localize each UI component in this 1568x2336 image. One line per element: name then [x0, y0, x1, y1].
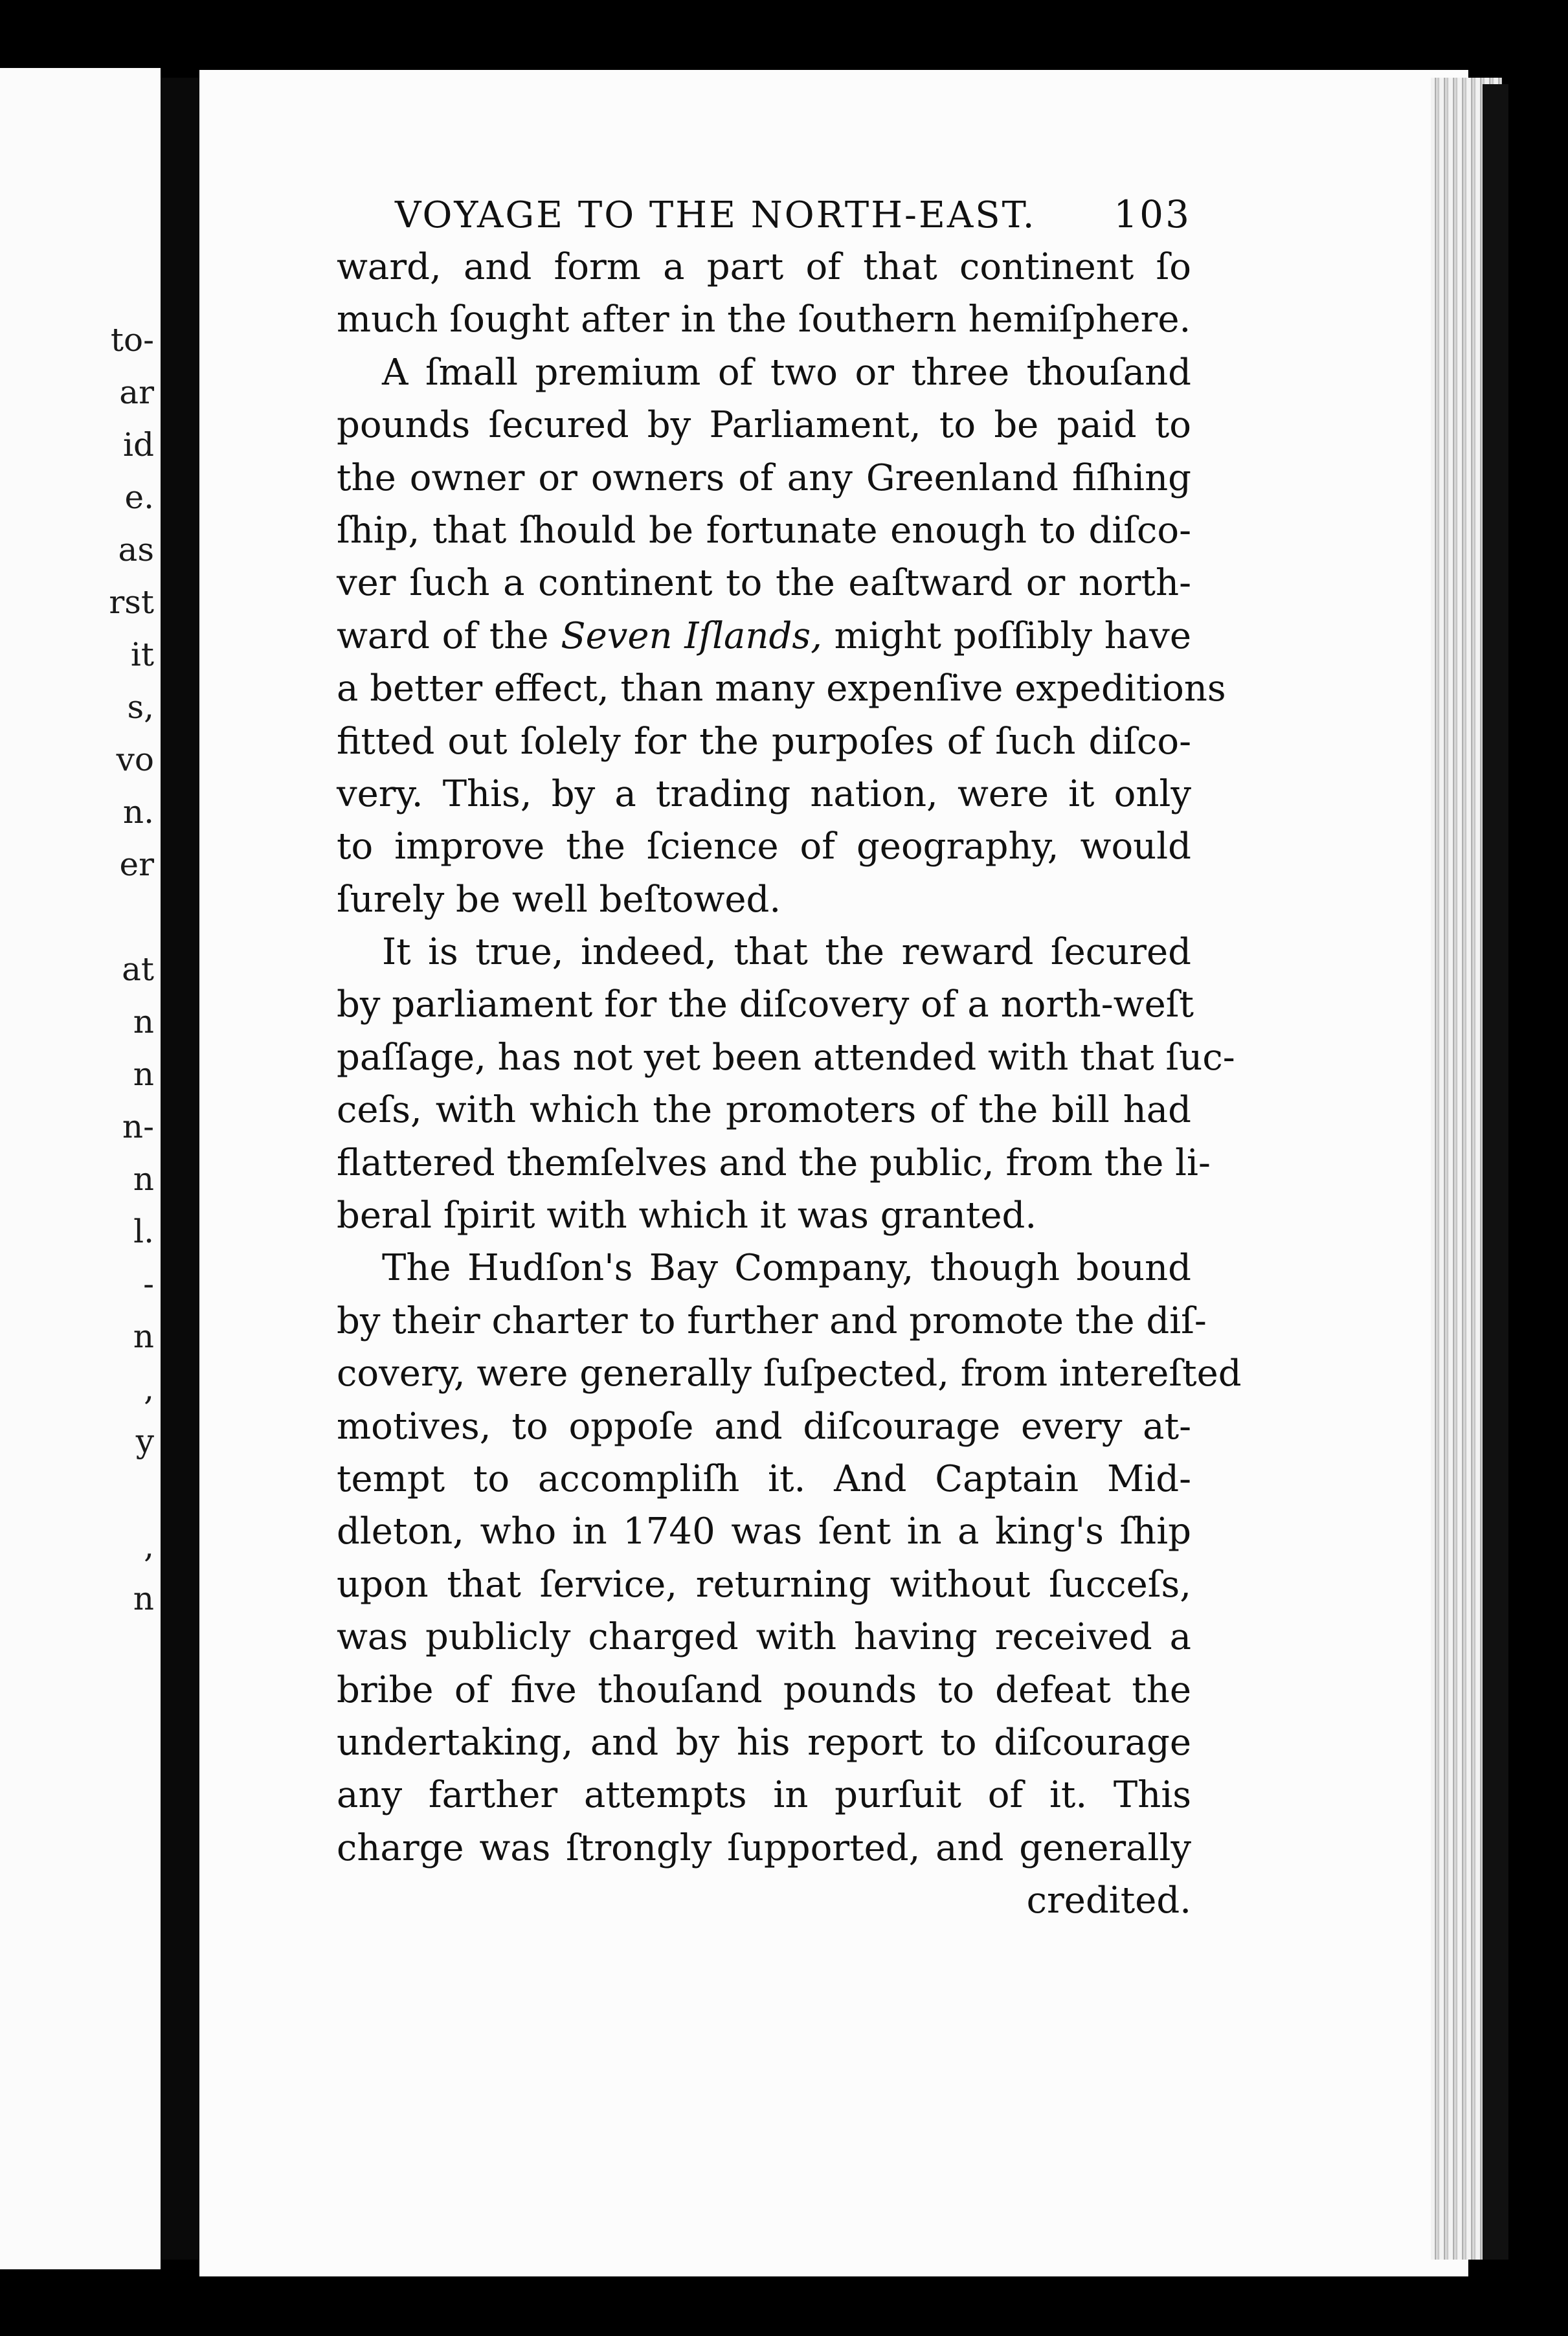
facing-page-line-ends — [0, 314, 161, 1625]
facing-line-fragment: , — [144, 1370, 154, 1408]
facing-line-fragment: to- — [110, 321, 154, 359]
running-head — [337, 188, 1191, 241]
text-line: A ſmall premium of two or three thouſand — [382, 351, 1191, 394]
facing-line-fragment: vo — [116, 741, 154, 778]
text-line: any farther attempts in purſuit of it. This — [337, 1774, 1191, 1817]
text-line: flattered themſelves and the public, from the li- — [337, 1141, 1211, 1184]
facing-line-fragment: ar — [119, 374, 154, 411]
text-line: fitted out ſolely for the purpoſes of ſuch diſco- — [337, 720, 1191, 763]
text-line: a better effect, than many expenſive expeditions — [337, 668, 1226, 710]
text-line: ward, and form a part of that continent ſo — [337, 246, 1191, 288]
text-line: much ſought after in the ſouthern hemiſphere. — [337, 298, 1191, 341]
text-line: the owner or owners of any Greenland fiſhing — [337, 456, 1191, 499]
text-line-with-italic — [337, 610, 1191, 662]
page-text-block — [337, 188, 1242, 1927]
body-text — [337, 241, 1242, 1927]
text-segment: ward of the — [337, 614, 549, 657]
running-head-title: VOYAGE TO THE NORTH-EAST. — [395, 194, 1036, 236]
facing-line-fragment: as — [118, 531, 154, 568]
facing-line-fragment — [0, 1468, 161, 1520]
catchword: credited. — [1026, 1880, 1191, 1922]
facing-line-fragment: at — [122, 950, 154, 988]
facing-line-fragment: er — [119, 846, 154, 883]
facing-line-fragment: n — [133, 1055, 154, 1093]
text-line: covery, were generally ſuſpected, from intereſted — [337, 1353, 1242, 1395]
facing-line-fragment: - — [143, 1265, 154, 1303]
facing-line-fragment: e. — [124, 478, 154, 516]
facing-line-fragment: rst — [109, 583, 154, 621]
text-line: ceſs, with which the promoters of the bill had — [337, 1089, 1191, 1132]
text-line: beral ſpirit with which it was granted. — [337, 1195, 1037, 1237]
text-line: very. This, by a trading nation, were it only — [337, 772, 1191, 815]
italic-place-name: Seven Iſlands, — [561, 614, 822, 657]
text-line: pounds ſecured by Parliament, to be paid to — [337, 404, 1191, 447]
facing-line-fragment: , — [144, 1527, 154, 1565]
text-line: by their charter to further and promote the diſ- — [337, 1299, 1207, 1342]
text-line: dleton, who in 1740 was ſent in a king's ſhip — [337, 1511, 1191, 1553]
facing-line-fragment: y — [135, 1422, 154, 1460]
text-line: tempt to accompliſh it. And Captain Mid- — [337, 1457, 1191, 1500]
facing-line-fragment: id — [123, 426, 154, 464]
text-line: was publicly charged with having received a — [337, 1616, 1191, 1659]
text-line: bribe of five thouſand pounds to defeat the — [337, 1668, 1191, 1711]
facing-line-fragment: s, — [127, 688, 154, 726]
facing-line-fragment: n — [133, 1580, 154, 1617]
facing-line-fragment: n — [133, 1003, 154, 1040]
facing-line-fragment: it — [130, 636, 154, 673]
text-line: by parliament for the diſcovery of a north-weſt — [337, 983, 1194, 1026]
text-line: It is true, indeed, that the reward ſecured — [382, 931, 1191, 974]
text-line: charge was ſtrongly ſupported, and generally — [337, 1826, 1191, 1869]
facing-line-fragment: l. — [133, 1213, 154, 1250]
text-line: undertaking, and by his report to diſcourage — [337, 1721, 1191, 1764]
text-line: The Hudſon's Bay Company, though bound — [382, 1247, 1191, 1290]
text-line: ſurely be well beſtowed. — [337, 878, 781, 921]
facing-line-fragment: n — [133, 1160, 154, 1198]
facing-line-fragment: n — [133, 1318, 154, 1355]
text-line: motives, to oppoſe and diſcourage every at- — [337, 1405, 1191, 1448]
book-edge-shadow — [1483, 84, 1508, 2260]
text-line: to improve the ſcience of geography, would — [337, 825, 1191, 868]
facing-line-fragment — [0, 891, 161, 943]
text-line: upon that ſervice, returning without ſucceſs, — [337, 1563, 1191, 1606]
facing-line-fragment: n- — [122, 1108, 154, 1145]
page-number: 103 — [1114, 192, 1191, 236]
facing-page-fragment — [0, 68, 161, 2269]
text-line: paſſage, has not yet been attended with that ſuc- — [337, 1036, 1235, 1079]
text-line: ver ſuch a continent to the eaſtward or north- — [337, 562, 1191, 605]
text-line: ſhip, that ſhould be fortunate enough to diſco- — [337, 509, 1191, 552]
facing-line-fragment: n. — [122, 793, 154, 831]
text-segment: might poſſibly have — [834, 614, 1191, 657]
